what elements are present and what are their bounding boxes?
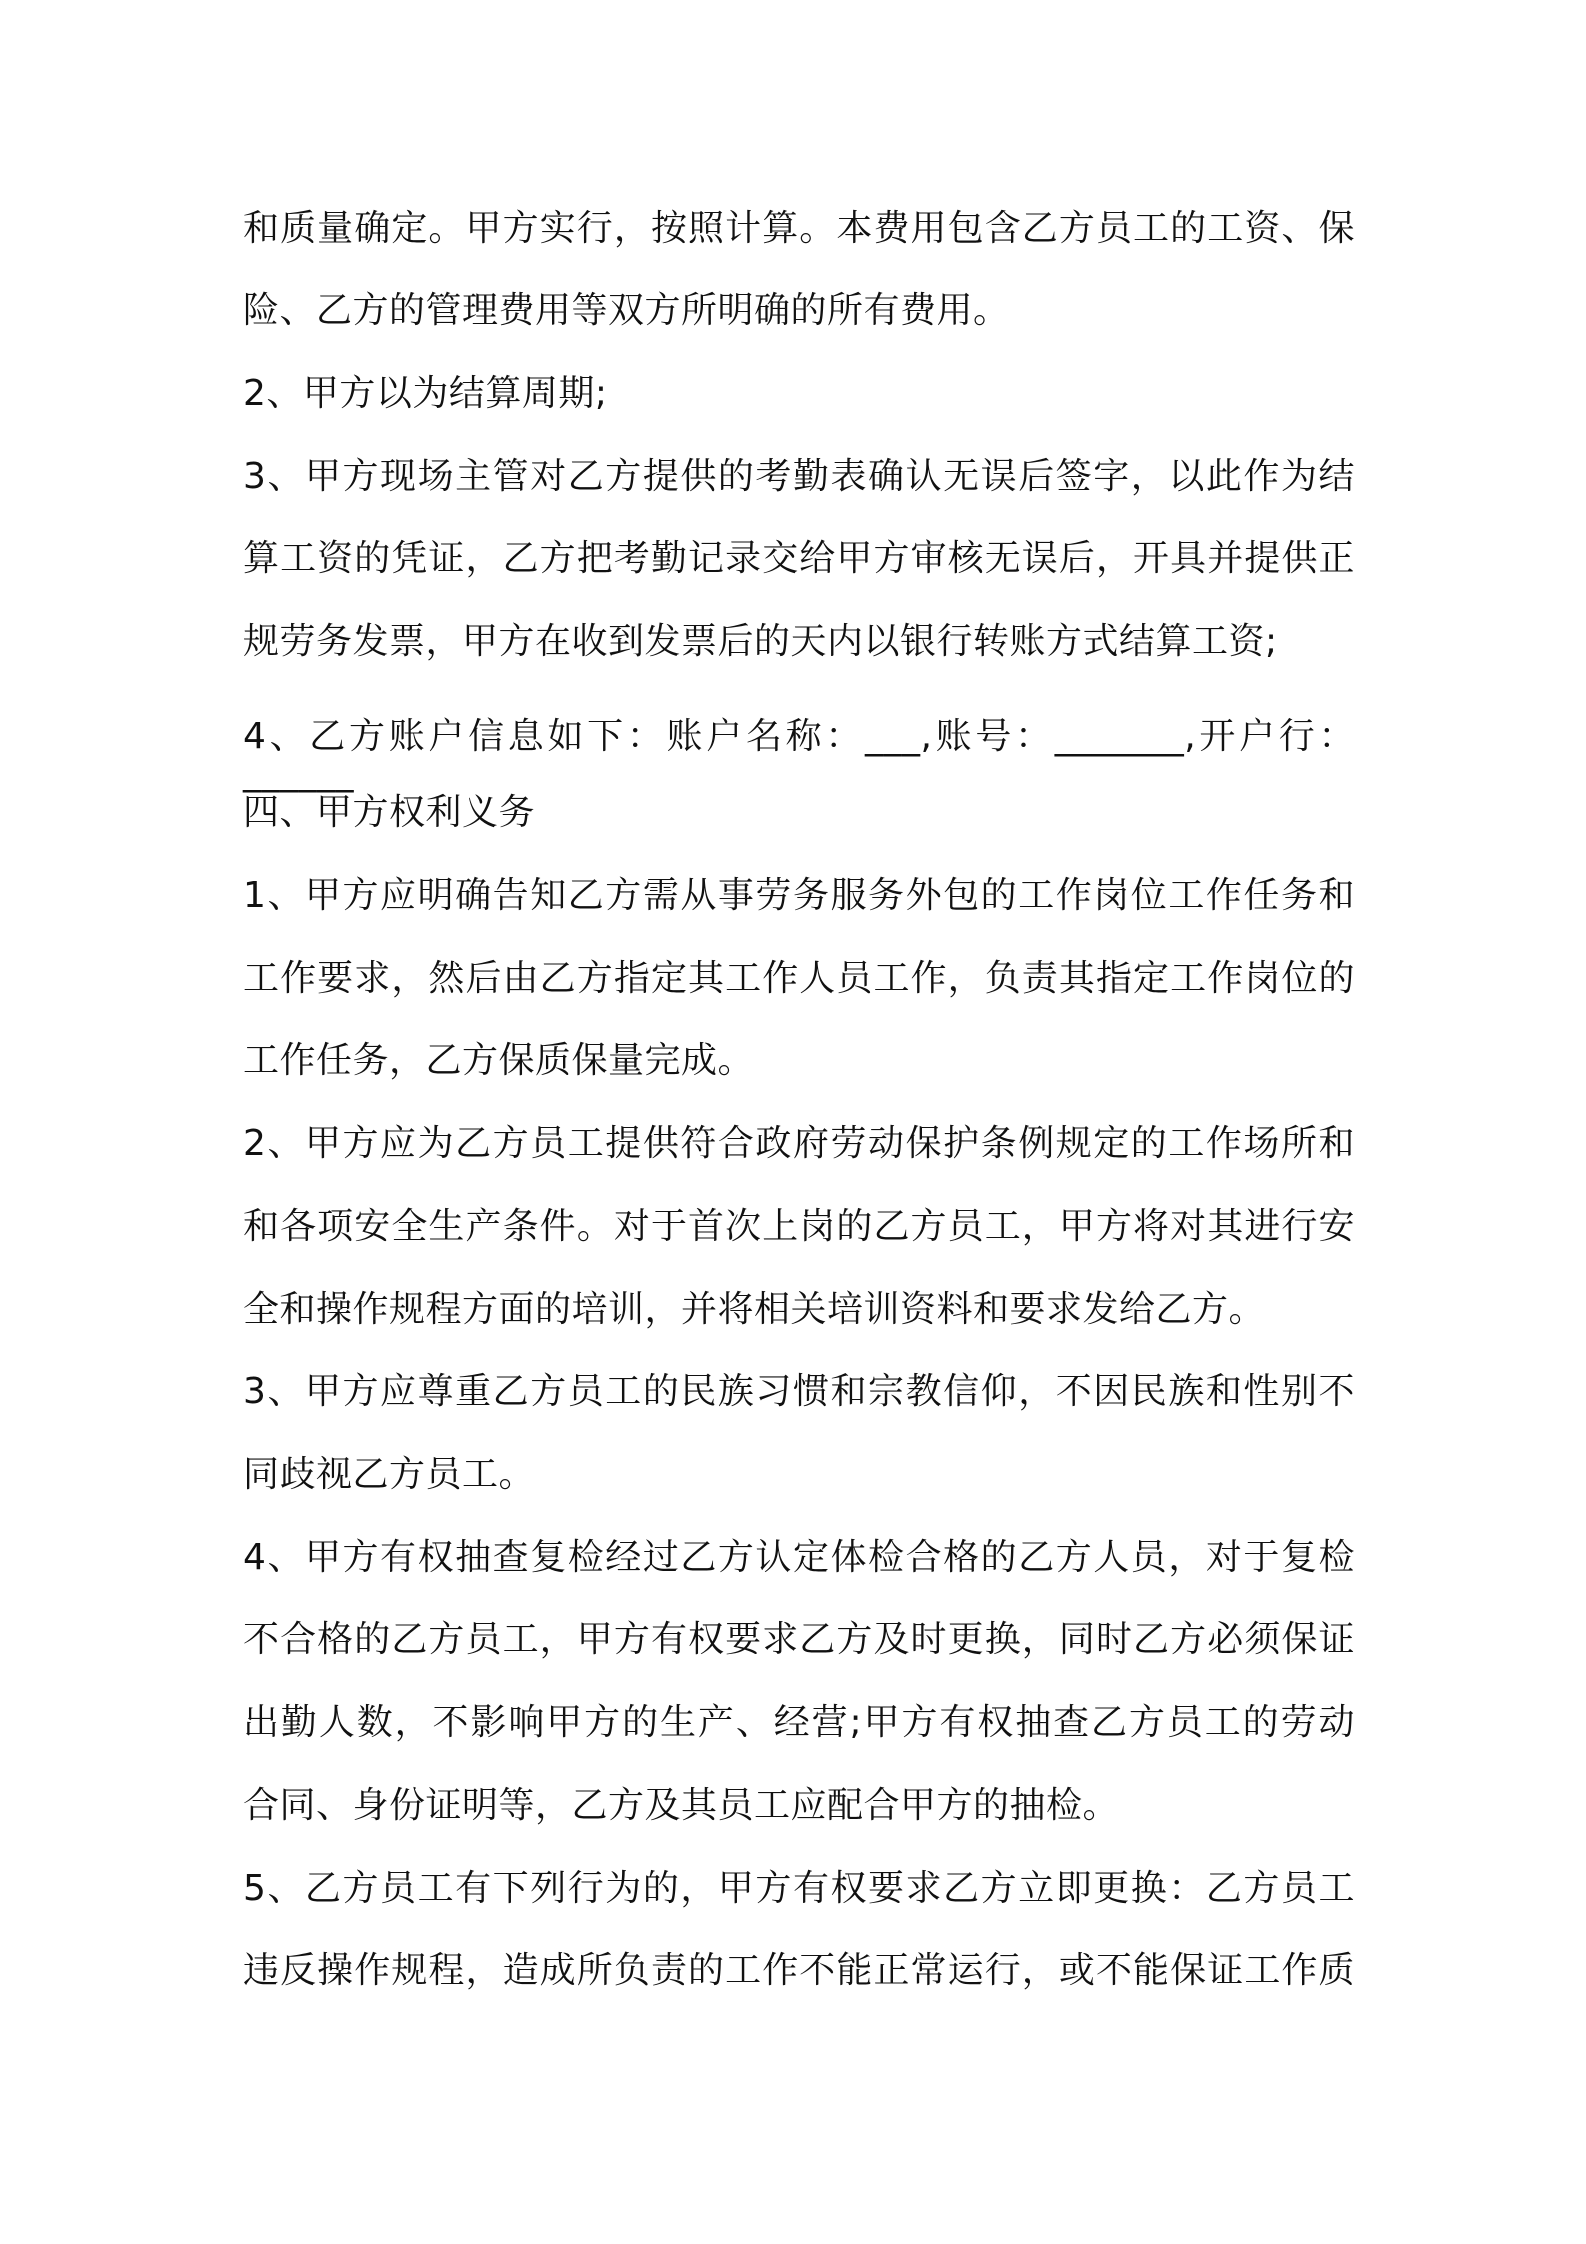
text-line: 合同、身份证明等，乙方及其员工应配合甲方的抽检。 [243, 1785, 1120, 1826]
text-line: 3、甲方现场主管对乙方提供的考勤表确认无误后签字，以此作为结 [243, 456, 1355, 497]
text-line: 工作要求，然后由乙方指定其工作人员工作，负责其指定工作岗位的 [243, 958, 1355, 999]
text-line: 险、乙方的管理费用等双方所明确的所有费用。 [243, 290, 1010, 331]
text-line: 全和操作规程方面的培训，并将相关培训资料和要求发给乙方。 [243, 1289, 1266, 1330]
text-line: 4、甲方有权抽查复检经过乙方认定体检合格的乙方人员，对于复检 [243, 1537, 1355, 1578]
text-line: 5、乙方员工有下列行为的，甲方有权要求乙方立即更换：乙方员工 [243, 1868, 1355, 1909]
text-line: 工作任务，乙方保质保量完成。 [243, 1040, 755, 1081]
text-line: 违反操作规程，造成所负责的工作不能正常运行，或不能保证工作质 [243, 1950, 1355, 1991]
text-line: 1、甲方应明确告知乙方需从事劳务服务外包的工作岗位工作任务和 [243, 875, 1355, 916]
text-line: 4、乙方账户信息如下：账户名称：___,账号：_______,开户行：______ [243, 716, 1355, 793]
text-line: 2、甲方以为结算周期; [243, 373, 608, 414]
text-line: 和质量确定。甲方实行，按照计算。本费用包含乙方员工的工资、保 [243, 208, 1355, 249]
text-line: 2、甲方应为乙方员工提供符合政府劳动保护条例规定的工作场所和 [243, 1123, 1355, 1164]
text-line: 同歧视乙方员工。 [243, 1454, 536, 1495]
text-line: 出勤人数，不影响甲方的生产、经营;甲方有权抽查乙方员工的劳动 [243, 1702, 1355, 1743]
section-heading: 四、甲方权利义务 [243, 792, 536, 833]
text-line: 3、甲方应尊重乙方员工的民族习惯和宗教信仰，不因民族和性别不 [243, 1371, 1355, 1412]
text-line: 规劳务发票，甲方在收到发票后的天内以银行转账方式结算工资; [243, 621, 1278, 662]
text-line: 不合格的乙方员工，甲方有权要求乙方及时更换，同时乙方必须保证 [243, 1619, 1355, 1660]
text-line: 算工资的凭证，乙方把考勤记录交给甲方审核无误后，开具并提供正 [243, 538, 1355, 579]
text-line: 和各项安全生产条件。对于首次上岗的乙方员工，甲方将对其进行安 [243, 1206, 1355, 1247]
